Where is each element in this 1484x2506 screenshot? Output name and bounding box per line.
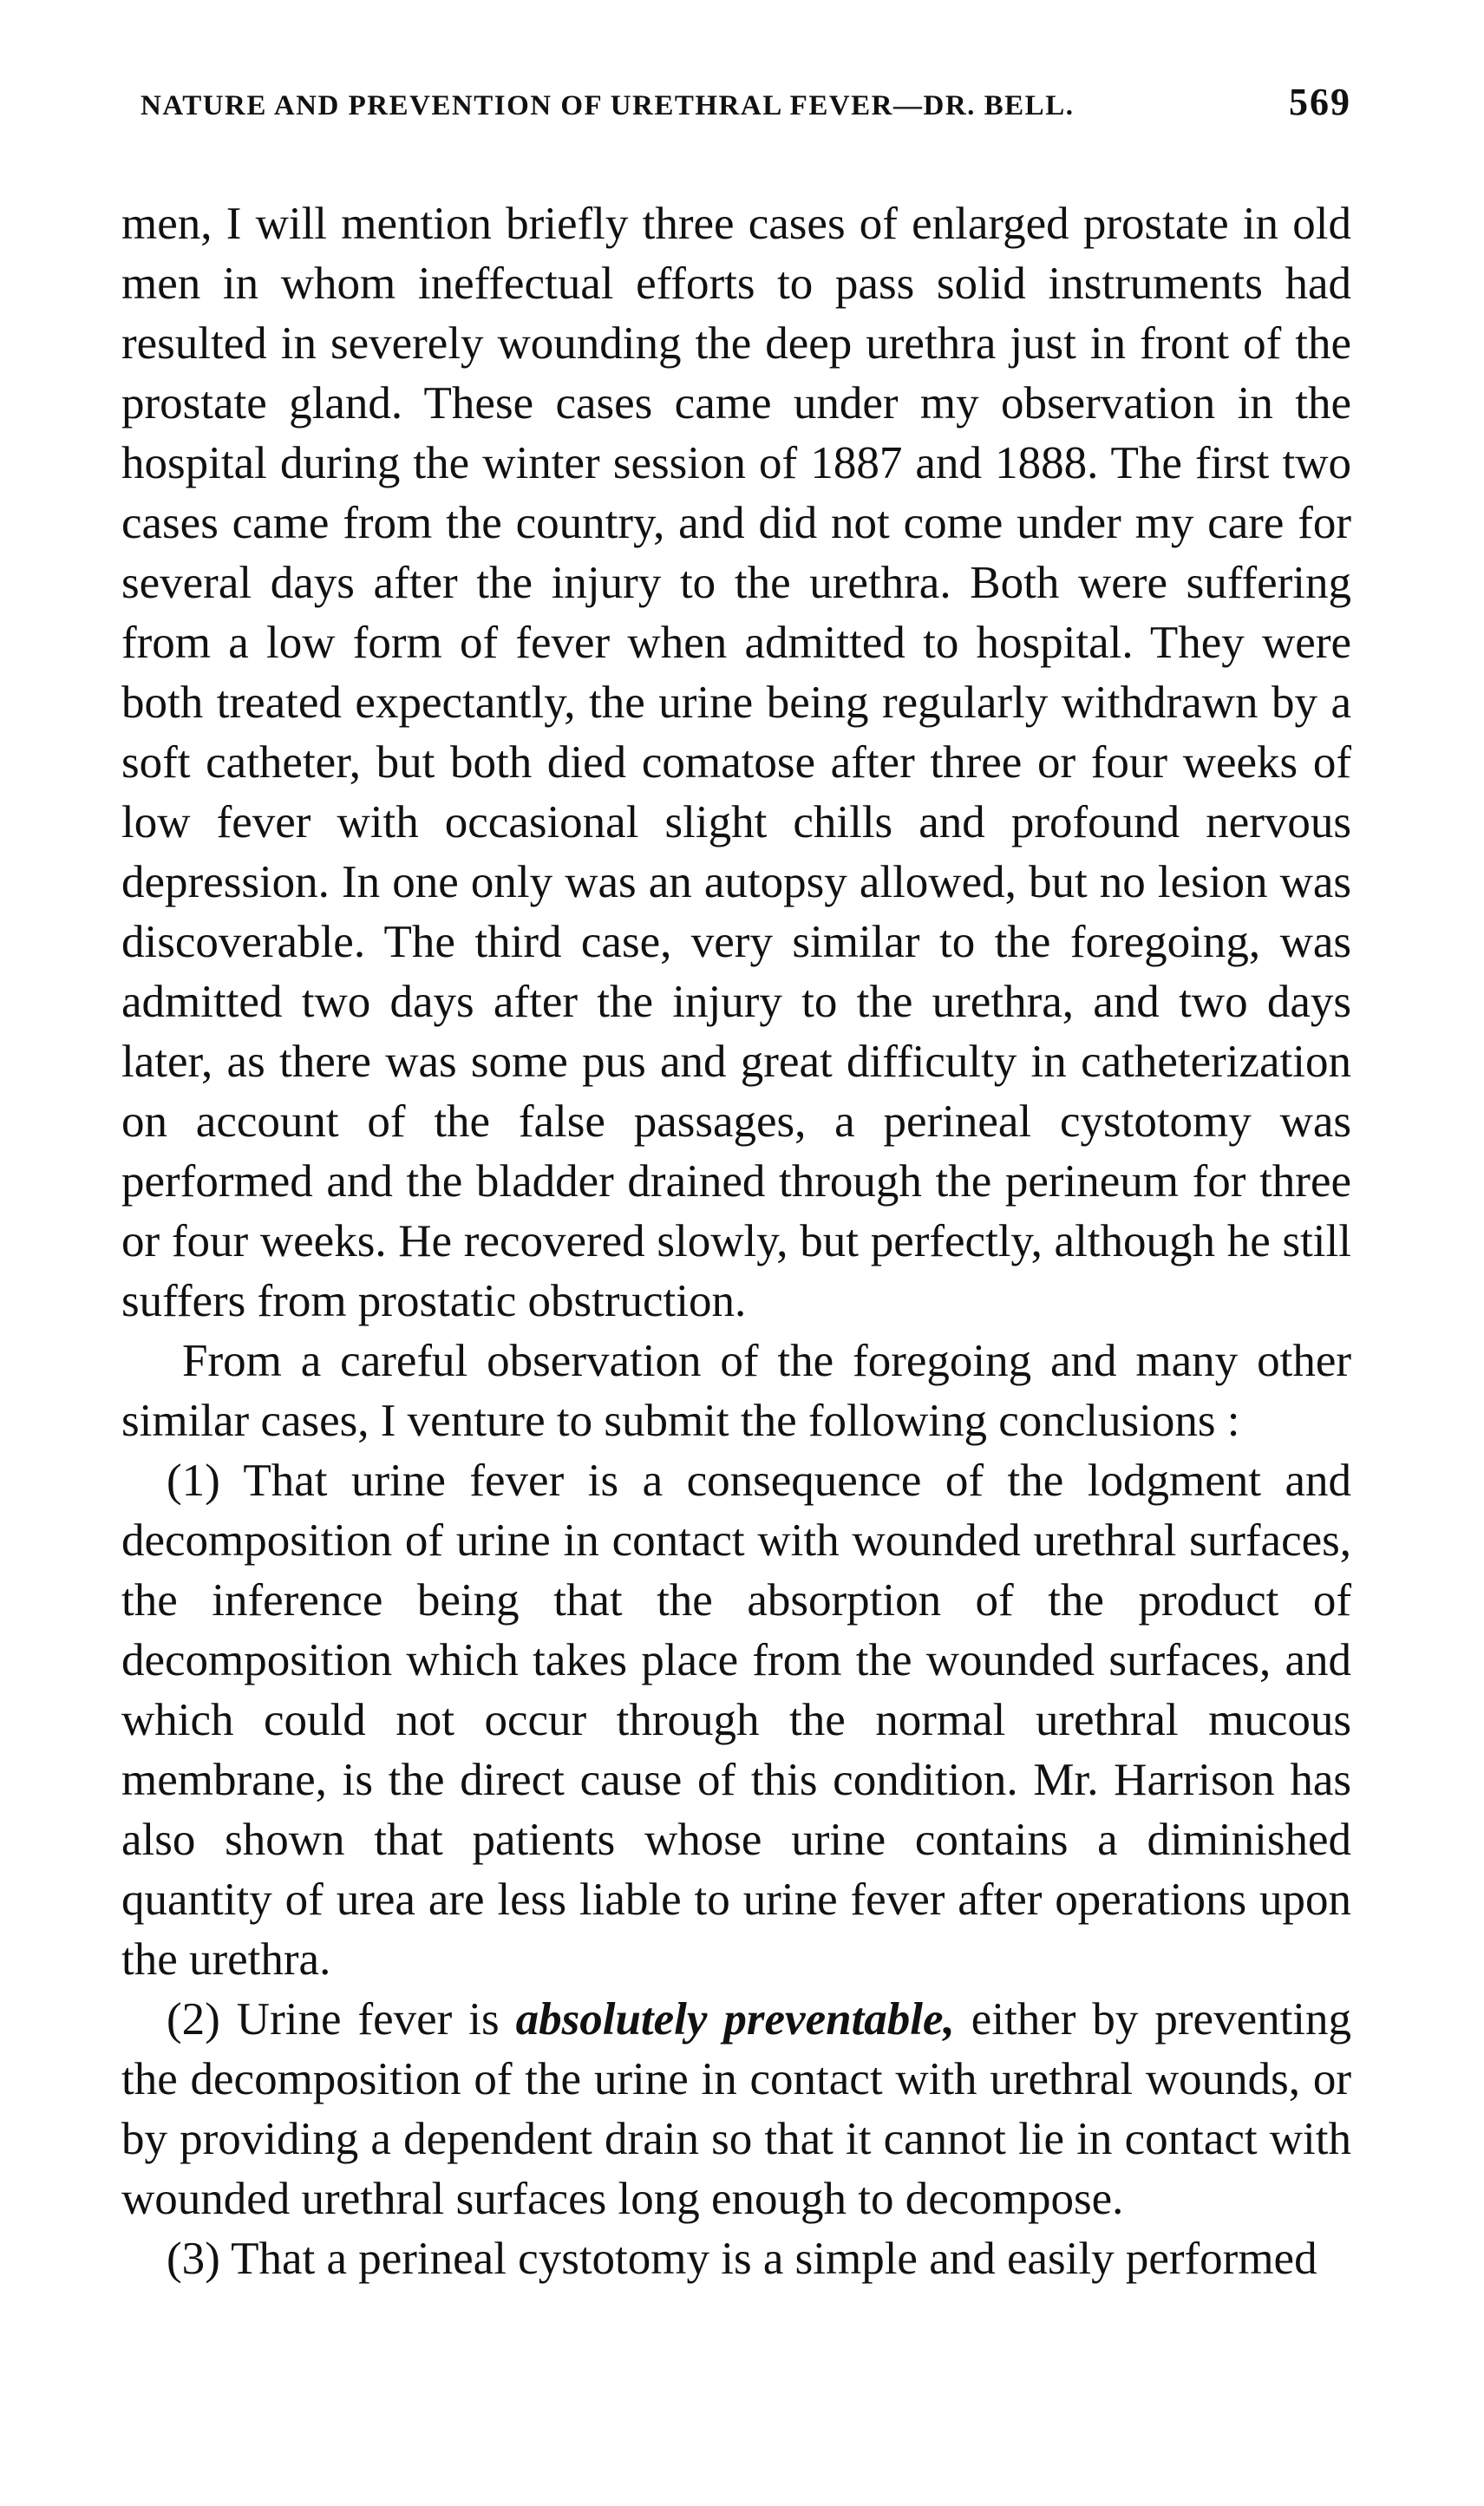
conclusion-1-text: That urine fever is a consequence of the lodgment and decomposition of urine in contact with wounded urethral surfaces, the inference being that the absorption of the product of decomposition which takes place from the wounded surfaces, and which could not occur through the normal urethral mucous membrane, is the direct cause of this condition. Mr. Harrison has also shown that patients whose urine contains a diminished quantity of urea are less liable to urine fever after operations upon the urethra.: [121, 1456, 1351, 1985]
conclusion-1-number: (1): [167, 1456, 220, 1506]
page-number: 569: [1289, 81, 1351, 123]
conclusion-2-lead: Urine fever is: [236, 1994, 500, 2045]
paragraph-case-report: men, I will mention briefly three cases of enlarged prostate in old men in whom ineffectual efforts to pass solid instruments had resulted in severely wounding the deep urethra just in front of the prostate gland. These cases came under my observation in the hospital during the winter session of 1887 and 1888. The first two cases came from the country, and did not come under my care for several days after the injury to the urethra. Both were suffering from a low form of fever when admitted to hospital. They were both treated expectantly, the urine being regularly withdrawn by a soft catheter, but both died comatose after three or four weeks of low fever with occasional slight chills and profound nervous depression. In one only was an autopsy allowed, but no lesion was discoverable. The third case, very similar to the foregoing, was admitted two days after the injury to the urethra, and two days later, as there was some pus and great difficulty in catheterization on account of the false passages, a perineal cystotomy was performed and the bladder drained through the perineum for three or four weeks. He recovered slowly, but perfectly, although he still suffers from prostatic obstruction.: [121, 199, 1351, 1326]
document-page: [121, 80, 1351, 2289]
conclusion-2-emphasis: absolutely preventable,: [515, 1994, 955, 2045]
conclusion-1: [121, 1451, 1351, 1990]
running-head: [121, 80, 1351, 132]
conclusion-2-text: either by preventing the decomposition of the urine in contact with urethral wounds, or by providing a dependent drain so that it cannot lie in contact with wounded urethral surfaces long enough to decompose.: [121, 1994, 1352, 2224]
conclusion-2: [121, 1990, 1351, 2229]
conclusion-3-number: (3): [167, 2234, 220, 2284]
conclusion-2-number: (2): [167, 1994, 220, 2045]
body-text: [121, 194, 1351, 2289]
paragraph-conclusions-intro: From a careful observation of the foregoing and many other similar cases, I venture to submit the following conclusions :: [121, 1336, 1351, 1446]
conclusion-3-text: That a perineal cystotomy is a simple and easily performed: [231, 2234, 1317, 2284]
conclusion-3: [121, 2229, 1351, 2289]
running-head-title: NATURE AND PREVENTION OF URETHRAL FEVER—DR. BELL.: [141, 90, 1075, 121]
